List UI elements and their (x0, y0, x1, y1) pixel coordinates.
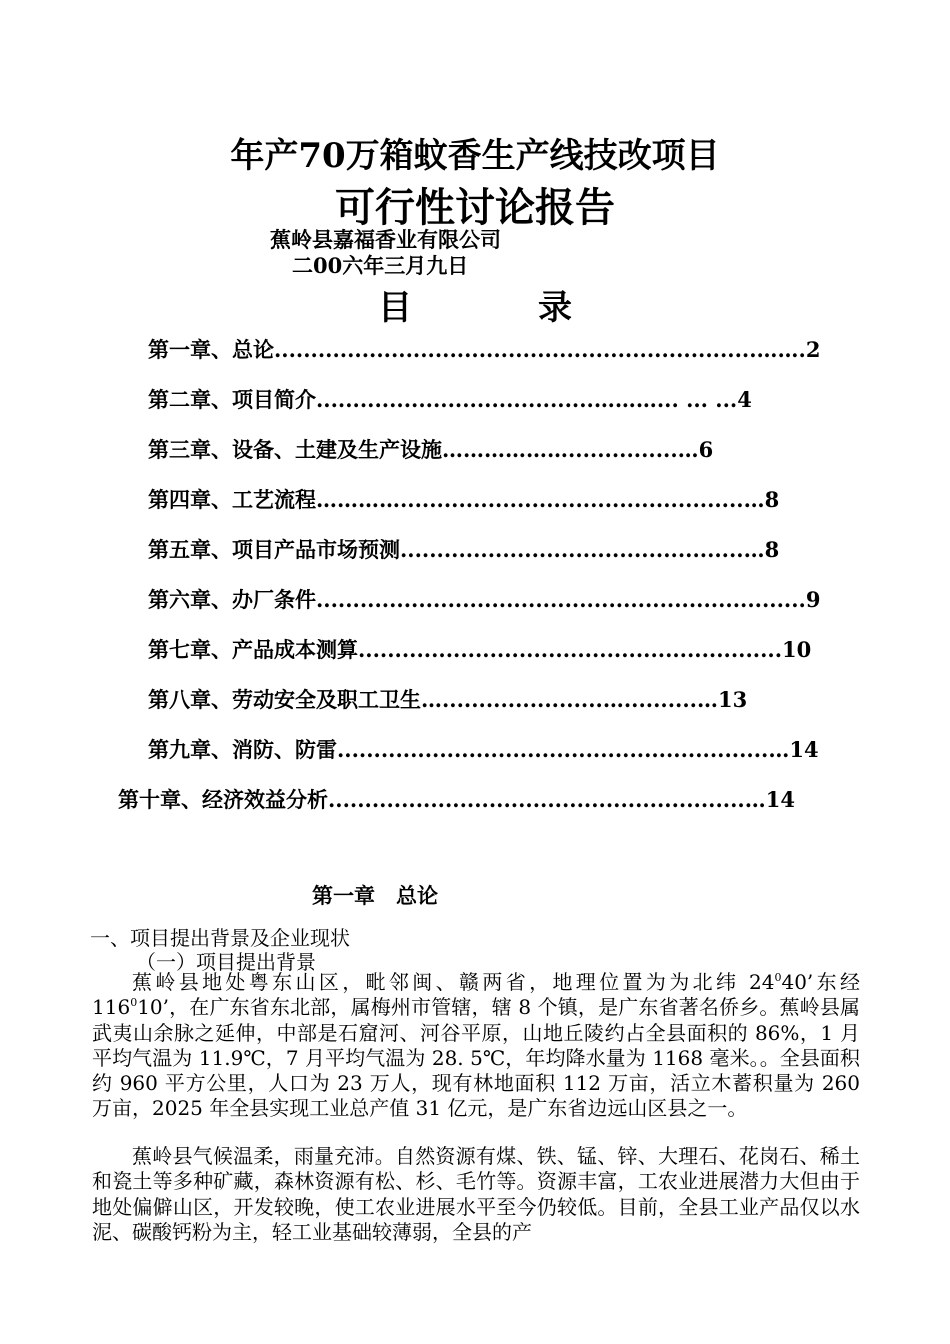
company-name: 蕉岭县嘉福香业有限公司 (270, 227, 501, 252)
body-paragraph: 蕉岭县气候温柔，雨量充沛。自然资源有煤、铁、锰、锌、大理石、花岗石、稀土和瓷土等多种矿藏，森林资源有松、杉、毛竹等。资源丰富，工农业进展潜力大但由于地处偏僻山区，开发较晚，使工农业进展水平至今仍较低。目前，全县工业产品仅以水泥、碳酸钙粉为主，轻工业基础较薄弱，全县的产 (92, 1144, 860, 1244)
toc-entry-label: 第十章、经济效益分析 (118, 787, 328, 812)
toc-title: 目 录 (378, 288, 618, 328)
toc-entry (148, 684, 747, 714)
toc-entry (148, 734, 819, 764)
toc-entry-page: 14 (789, 737, 819, 762)
toc-entry-label: 第一章、总论 (148, 337, 274, 362)
toc-entry-label: 第八章、劳动安全及职工卫生 (148, 687, 421, 712)
report-date: 二00六年三月九日 (292, 253, 469, 278)
toc-entry-label: 第二章、项目简介 (148, 387, 316, 412)
toc-entry-page: 8 (764, 487, 780, 512)
toc-entry (148, 334, 820, 364)
toc-entry-page: 4 (737, 387, 752, 412)
toc-entry (148, 384, 752, 414)
toc-entry-dots: …......................…..........… (421, 687, 718, 712)
toc-entry-label: 第九章、消防、防雷 (148, 737, 337, 762)
paragraph-text: 40’东经 116 (92, 970, 860, 1020)
toc-entry-dots: .......................................................... (358, 637, 783, 662)
toc-entry-label: 第三章、设备、土建及生产设施 (148, 437, 442, 462)
toc-entry-dots: ………………...............… (442, 437, 699, 462)
toc-entry-page: 9 (805, 587, 821, 612)
paragraph-text: 10’，在广东省东北部，属梅州市管辖，辖 8 个镇，是广东省著名侨乡。蕉岭县属武夷山余脉之延伸，中部是石窟河、河谷平原，山地丘陵约占全县面积的 86%，1 月平均气温为 11.9℃，7 月平均气温为 28. 5℃，年均降水量为 1168 毫米。。全县面积约 960 平方公里，人口为 23 万人，现有林地面积 112 万亩，活立木蓄积量为 260 万亩，2025 年全县实现工业总产值 31 亿元，是广东省边远山区县之一。 (92, 995, 860, 1121)
toc-entry (148, 484, 779, 514)
report-title-line1: 年产70万箱蚊香生产线技改项目 (230, 136, 720, 176)
toc-entry (148, 634, 811, 664)
toc-entry-dots: ......................................………... ... ... (316, 387, 738, 412)
toc-entry-page: 8 (764, 537, 780, 562)
toc-entry-page: 10 (782, 637, 812, 662)
subsection-heading: （一）项目提出背景 (136, 950, 316, 974)
toc-entry-label: 第六章、办厂条件 (148, 587, 316, 612)
toc-entry (148, 534, 779, 564)
toc-entry-page: 14 (765, 787, 795, 812)
toc-entry (118, 784, 795, 814)
paragraph-text: 蕉岭县地处粤东山区，毗邻闽、赣两省，地理位置为为北纬 24 (132, 970, 775, 994)
report-title-line2: 可行性讨论报告 (335, 184, 615, 231)
toc-entry-dots: .........................................................… (328, 787, 766, 812)
chapter-heading: 第一章 总论 (312, 883, 438, 908)
degree-superscript: 0 (130, 996, 138, 1010)
toc-entry-page: 2 (805, 337, 821, 362)
toc-entry (148, 434, 713, 464)
toc-entry-dots: …………...............................................… (316, 487, 765, 512)
section-heading: 一、项目提出背景及企业现状 (90, 926, 350, 950)
degree-superscript: 0 (774, 971, 782, 984)
body-paragraph (92, 970, 860, 1122)
toc-entry-label: 第七章、产品成本测算 (148, 637, 358, 662)
toc-entry-dots: ...............................................… (400, 537, 765, 562)
toc-entry (148, 584, 820, 614)
toc-entry-label: 第五章、项目产品市场预测 (148, 537, 400, 562)
toc-entry-dots: ...........................................................… (337, 737, 790, 762)
toc-entry-page: 6 (698, 437, 714, 462)
toc-entry-dots: ................................................................... (316, 587, 806, 612)
toc-entry-label: 第四章、工艺流程 (148, 487, 316, 512)
toc-entry-page: 13 (717, 687, 748, 712)
toc-entry-dots: ..................................................................……. (274, 337, 806, 362)
